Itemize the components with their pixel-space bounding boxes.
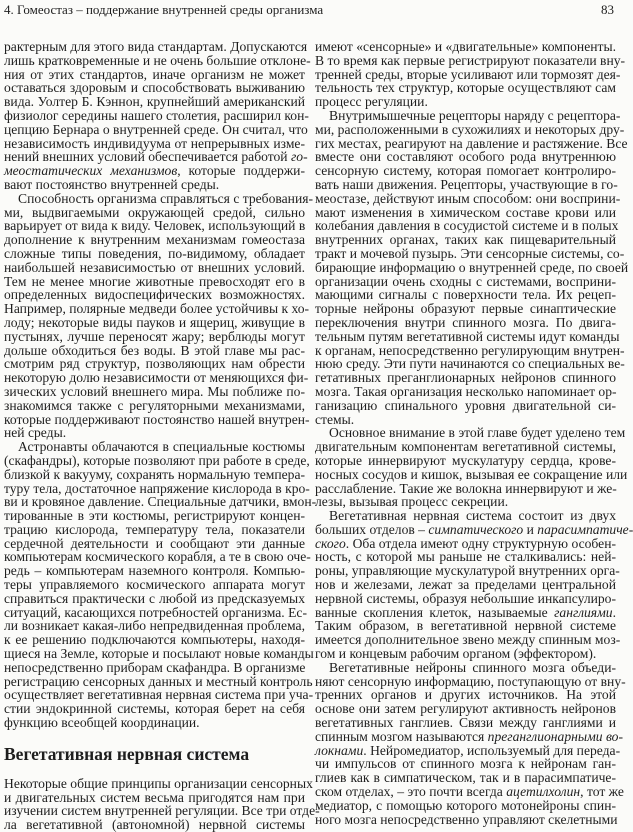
text-line: изучении систем внутренней регуляции. Все три отде- [4,803,320,819]
text-line [315,728,623,744]
text-line: ви и кровяное давление. Специальные датчики, вмон- [4,494,317,510]
text-line: Вегетативные нейроны спинного мозга объеди- [329,659,616,675]
text-line: вают постоянство внутренней среды. [4,176,220,192]
page-number: 83 [601,2,614,17]
text-line: ли возникает какая-либо непредвиденная проблема, [4,618,305,634]
text-line: бирающие информацию о внутренней среде, по своей [315,259,629,275]
text-line: независимость индивидуума от непрерывных изме- [4,135,305,151]
text-line: дольше обходиться без воды. В этой главе мы рас- [4,342,305,358]
text-line: нюю среду. Эти пути начинаются со специальных ве- [315,356,625,372]
text-line: мают изменения в химическом составе крови или [315,204,616,220]
text-line: определенных видоспецифических возможностях. [4,287,305,303]
text-segment: ском отделах, – это почти всегда [315,784,507,800]
text-line: тренних органов и других источников. На этой [315,687,616,703]
text-line: Таким образом, в вегетативной нервной системе [315,618,616,634]
text-line: варьирует от вида к виду. Человек, использующий в [4,218,306,234]
text-line: роны, управляющие мускулатурой внутренних орга- [315,563,620,579]
text-segment: ванные скопления клеток, называемые [315,604,555,620]
text-line: глиев как в симпатическом, так и в парасимпатиче- [315,770,616,786]
text-line: теры управляемого космического аппарата могут [4,577,305,593]
paragraph [315,107,629,427]
text-line: мающими сигналы с поверхности тела. Их рецеп- [315,287,616,303]
text-line: вместе они составляют особого рода внутреннюю [315,149,616,165]
text-line: ми, выдвигаемыми окружающей средой, сильно [4,204,305,220]
text-line: имеют «сенсорные» и «двигательные» компоненты. [315,39,616,54]
text-line: тельность тех структур, которые осуществляют сам [315,80,616,96]
section-heading: Вегетативная нервная система [4,743,250,764]
text-line: редь – компьютерам наземного контроля. Компью- [4,563,305,579]
paragraph [315,659,626,827]
text-line: няют сенсорную информацию, поступающую от вну- [315,673,626,689]
italic-term: го- [290,149,308,165]
text-line: и двигательных систем весьма пригодятся нам при [4,789,305,805]
text-line: непосредственно приборам скафандра. В организме [4,659,306,675]
text-line: туру тела, достаточное напряжение кислорода в кро- [4,480,310,496]
left-column [4,39,320,832]
text-line: смотрим ряд структур, позволяющих нам обрести [4,356,305,372]
text-line: физиолог середины нашего столетия, расширил кон- [4,107,309,123]
text-line: сложные типы поведения, по-видимому, обладает [4,245,305,261]
text-line: В то время как первые регистрируют показатели вну- [315,52,626,68]
text-line: зических условий внешнего мира. Мы поближе по- [4,383,305,399]
text-line: тракт и мочевой пузырь. Эти сенсорные системы, со- [315,245,625,261]
text-line: лоду; некоторые виды пауков и ящериц, живущие в [4,314,305,330]
text-line: гом и концевым рабочим органом (эффектором). [315,646,597,662]
italic-term: ацетилхолин [506,784,581,800]
text-segment: , которые поддержи- [177,163,305,179]
text-line: щиеся на Земле, которые и посылают новые команды [4,646,314,662]
text-line: торные нейроны образуют первые синаптические [315,301,616,317]
text-line: сенсорную систему, которая помогает контролиро- [315,163,616,179]
text-line: ния от этих стандартов, иначе организм не может [4,66,305,82]
text-line: (скафандры), которые позволяют при работе в среде, [4,452,310,468]
text-line: ного мозга непосредственно управляют скелетными [315,811,618,827]
italic-term: симпатического [428,521,524,537]
italic-term: ского [315,535,346,551]
text-line: Например, полярные медведи более устойчивы к хо- [4,301,310,317]
text-line: Вегетативная нервная система состоит из двух [329,508,616,524]
text-line [4,149,308,165]
text-line: рактерным для этого вида стандартам. Допускаются [4,39,308,54]
paragraph [4,39,311,192]
text-line [4,164,305,178]
text-line: трацию кислорода, температуру тела, показатели [4,521,305,537]
text-line: гих местах, реагируют на давление и растяжение. Все [315,135,628,151]
text-line [315,537,616,551]
text-line: мозга. Такая организация несколько напоминает ор- [315,383,617,399]
text-line: к органам, непосредственно регулирующим внутрен- [315,342,625,358]
text-line: организации очень сходны с системами, восприни- [315,273,616,289]
text-line: Некоторые общие принципы организации сенсорных [4,775,313,791]
text-line: тированные в эти костюмы, регистрируют концен- [4,508,305,524]
paragraph [4,439,317,731]
text-line: нервной системы, образуя небольшие инкапсулиро- [315,590,616,606]
text-segment: и [523,521,538,537]
text-line: вида. Уолтер Б. Кэннон, крупнейший американский [4,94,305,110]
text-line: функцию всеобщей координации. [4,715,200,731]
text-line: сердечной деятельности и сообщают эти данные [4,535,305,551]
text-line: тренней среды, вторые усиливают или тормозят дея- [315,66,621,82]
text-line: вать наши движения. Рецепторы, участвующие в го- [315,176,618,192]
text-line: носных сосудов и кишок, вызывая ее сокращение или [315,466,628,482]
italic-term: локнами [315,742,364,758]
text-segment: больших отделов – [315,521,429,537]
text-line: медиатор, с помощью которого мотонейроны спин- [315,797,616,813]
text-line: стии эндокринной системы, которая берет на себя [4,701,305,717]
text-line: колебания давления в сосудистой системе и в полых [315,218,619,234]
text-segment: , тот же [580,784,624,800]
text-segment: спинным мозгом называются [315,728,488,744]
text-line: ней среды. [4,425,67,441]
text-segment: . Оба отдела имеют одну структурную особен- [345,535,616,551]
italic-term: меостатических механизмов [4,163,178,179]
text-line: лишь кратковременные и не очень большие отклоне- [4,52,311,68]
text-line: Основное внимание в этой главе будет уделено тем [329,425,626,441]
text-line: чи импульсов от спинного мозга к нейронам ган- [315,756,616,772]
text-line: дополнение к внутренним механизмам гомеостаза [4,232,305,248]
paragraph [315,39,626,110]
text-line: справиться практически с любой из предсказуемых [4,590,305,606]
text-line: основе они затем регулируют активность нейронов [315,701,616,717]
text-line: осуществляет вегетативная нервная система при уча- [4,687,314,703]
text-line: регистрацию сенсорных данных и местный контроль [4,673,313,689]
text-line: некоторую долю независимости от меняющихся фи- [4,370,309,386]
text-line: лезы, вызывая процесс секреции. [315,494,509,510]
text-line: компьютерам космического корабля, а те в свою оче- [4,549,311,565]
paragraph [315,508,633,662]
text-line: тельным путям вегетативной системы идут команды [315,328,620,344]
text-line: меостазе, действуют иным способом: они восприни- [315,190,621,206]
italic-term: преганглионарными во- [487,728,623,744]
text-line: оставаться здоровым и способствовать выживанию [4,80,305,96]
text-segment: нений внешних условий обеспечивается работой [4,149,291,165]
text-line: расслабление. Такие же волокна иннервируют и же- [315,480,617,496]
text-segment: . Нейромедиатор, используемый для переда- [363,742,621,758]
text-line: наибольшей независимостью от внешних условий. [4,259,305,275]
text-line: Тем не менее многие животные превосходят его в [4,273,305,289]
running-head: 4. Гомеостаз – поддержание внутренней среды организма [4,2,324,17]
text-line: ми, расположенными в сухожилиях и некоторых дру- [315,121,625,137]
text-line [315,521,633,537]
text-line: нов и железами, лежат за пределами центральной [315,577,616,593]
italic-term: ганглиями [554,604,613,620]
text-line: ситуаций, касающихся потребностей организма. Ес- [4,604,307,620]
text-line: знакомимся также с регуляторными механизмами, [4,397,305,413]
text-line: гетативных преганглионарных нейронов спинного [315,370,616,386]
text-line: стемы. [315,411,355,427]
text-line: которые иннервируют мускулатуру сердца, крове- [315,452,616,468]
text-line: ность, с которой мы раньше не сталкивались: ней- [315,549,616,565]
text-line [315,784,624,800]
text-line [315,606,616,620]
italic-term: парасимпатиче- [537,521,633,537]
text-line: процесс регуляции. [315,94,428,110]
paragraph [315,425,628,510]
text-line: ла вегетативной (автономной) нервной системы [4,817,305,832]
text-line: к ее решению подключаются компьютеры, находя- [4,632,305,648]
text-line [315,742,621,758]
text-line: Способность организма справляться с требования- [18,190,314,206]
text-line: близкой к вакууму, сохранять нормальную темпера- [4,466,305,482]
text-line: пустынях, лучше переносят жару; верблюды могут [4,328,305,344]
text-line: которые поддерживают постоянство нашей внутрен- [4,411,310,427]
text-line: цепцию Бернара о внутренней среде. Он считал, что [4,121,308,137]
text-line: вегетативных ганглиев. Связи между ганглиями и [315,715,616,731]
text-line: переключения внутри спинного мозга. По двига- [315,314,616,330]
text-line: внутренних органах, таких как пищеварительный [315,232,616,248]
text-line: имеется дополнительное звено между спинным моз- [315,632,621,648]
text-segment: . [612,604,616,620]
paragraph [4,775,320,832]
text-line: двигательным компонентам вегетативной системы, [315,439,616,455]
text-line: Астронавты облачаются в специальные костюмы [18,439,305,455]
right-column [315,39,633,827]
text-line: ганизацию спинального уровня двигательной си- [315,397,616,413]
paragraph [4,190,314,441]
text-line: Внутримышечные рецепторы наряду с рецептора- [329,107,621,123]
